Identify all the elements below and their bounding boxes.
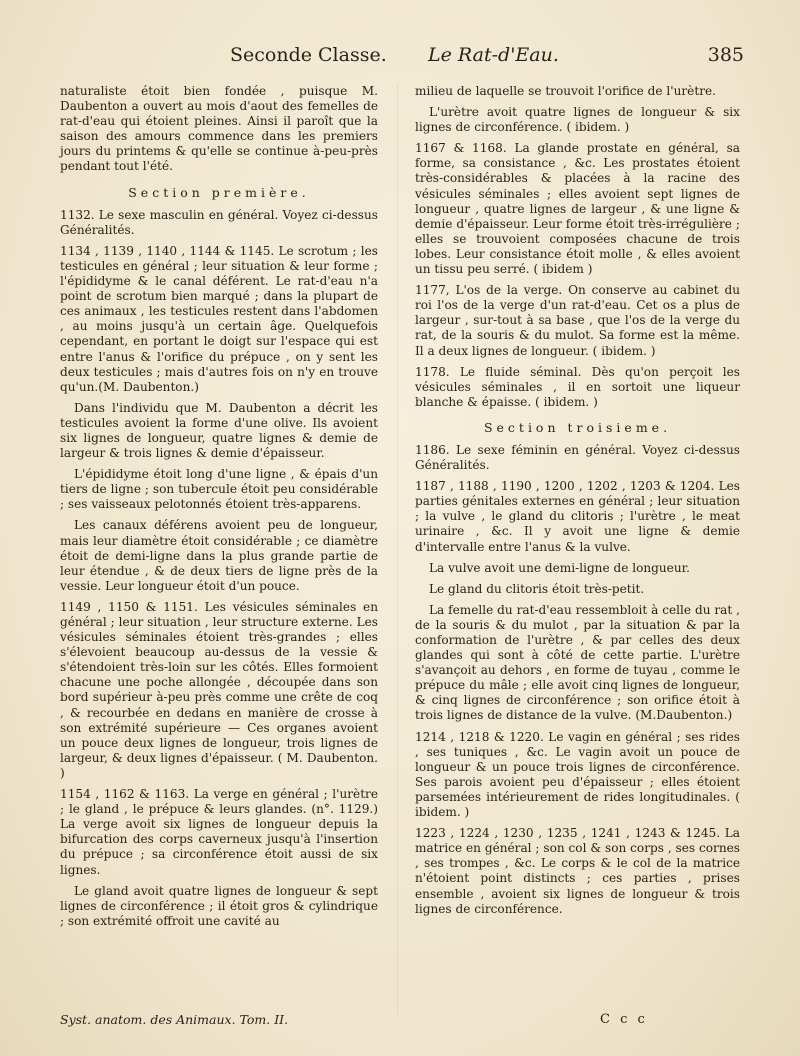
paragraph: 1154 , 1162 & 1163. La verge en général ; l'urètre ; le gland , le prépuce & leurs glandes. (n°. 1129.) La verge avoit six lignes de longueur depuis la bifurcation des corps caverneux jusqu'à l'insertion du prépuce ; sa circonférence étoit aussi de six lignes. bbox=[60, 787, 378, 877]
header-class-title: Seconde Classe. bbox=[230, 44, 387, 66]
header-chapter-title: Le Rat-d'Eau. bbox=[428, 44, 559, 66]
paragraph: Le gland avoit quatre lignes de longueur & sept lignes de circonférence ; il étoit gros & cylindrique ; son extrémité offroit une cavité au bbox=[60, 883, 378, 928]
paragraph: 1223 , 1224 , 1230 , 1235 , 1241 , 1243 & 1245. La matrice en général ; son col & son corps , ses cornes , ses trompes , &c. Le corps & le col de la matrice n'étoient point distincts ; ces parties , prises ensemble , avoient six lignes de longueur & trois lignes de circonférence. bbox=[415, 826, 740, 916]
paragraph: 1178. Le fluide séminal. Dès qu'on perçoit les vésicules séminales , il en sortoit une liqueur blanche & épaisse. ( ibidem. ) bbox=[415, 364, 740, 409]
paragraph: 1187 , 1188 , 1190 , 1200 , 1202 , 1203 & 1204. Les parties génitales externes en général ; leur situation ; la vulve , le gland du clitoris ; l'urètre , le meat urinaire , &c. Il y avoit une ligne & demie d'intervalle entre l'anus & la vulve. bbox=[415, 479, 740, 554]
paragraph: 1149 , 1150 & 1151. Les vésicules séminales en général ; leur situation , leur structure externe. Les vésicules séminales étoient très-grandes ; elles s'élevoient beaucoup au-dessus de la vessie & s'étendoient très-loin sur les côtés. Elles formoient chacune une poche allongée , découpée dans son bord supérieur à-peu près comme une crête de coq , & recourbée en dedans en manière de crosse à son extrémité supérieure — Ces organes avoient un pouce deux lignes de longueur, trois lignes de largeur, & deux lignes d'épaisseur. ( M. Daubenton. ) bbox=[60, 599, 378, 780]
paragraph: 1134 , 1139 , 1140 , 1144 & 1145. Le scrotum ; les testicules en général ; leur situation & leur forme ; l'épididyme & le canal déférent. Le rat-d'eau n'a point de scrotum bien marqué ; dans la plupart de ces animaux , les testicules restent dans l'abdomen , au moins jusqu'à un certain âge. Quelquefois cependant, en portant le doigt sur l'espace qui est entre l'anus & l'orifice du prépuce , on y sent les deux testicules ; mais d'autres fois on n'y en trouve qu'un.(M. Daubenton.) bbox=[60, 243, 378, 394]
paragraph: 1186. Le sexe féminin en général. Voyez ci-dessus Généralités. bbox=[415, 442, 740, 473]
page-number: 385 bbox=[707, 44, 744, 66]
paragraph: Les canaux déférens avoient peu de longueur, mais leur diamètre étoit considérable ; ce diamètre étoit de demi-ligne dans la plus grande partie de leur étendue , & de deux tiers de ligne près de la vessie. Leur longueur étoit d'un pouce. bbox=[60, 518, 378, 593]
signature-line: Syst. anatom. des Animaux. Tom. II. bbox=[60, 1012, 289, 1027]
paragraph: La femelle du rat-d'eau ressembloit à celle du rat , de la souris & du mulot , par la situation & par la conformation de l'urètre , & par celles des deux glandes qui sont à côté de cette partie. L'urètre s'avançoit au dehors , en forme de tuyau , comme le prépuce du mâle ; elle avoit cinq lignes de longueur, & cinq lignes de circonférence ; son orifice étoit à trois lignes de distance de la vulve. (M.Daubenton.) bbox=[415, 602, 740, 723]
paragraph: Le gland du clitoris étoit très-petit. bbox=[429, 581, 645, 596]
paragraph: 1214 , 1218 & 1220. Le vagin en général ; ses rides , ses tuniques , &c. Le vagin avoit un pouce de longueur & un pouce trois lignes de circonférence. Ses parois avoient peu d'épaisseur ; elles étoient parsemées intérieurement de rides longitudinales. ( ibidem. ) bbox=[415, 729, 740, 820]
paragraph: 1167 & 1168. La glande prostate en général, sa forme, sa consistance , &c. Les prostates étoient très-considérables & placées à la racine des vésicules séminales ; elles avoient sept lignes de longueur , quatre lignes de largeur , & une ligne & demie d'épaisseur. Leur forme étoit très-irrégulière ; elles se trouvoient composées chacune de trois lobes. Leur consistance étoit molle , & elles avoient un tissu peu serré. ( ibidem ) bbox=[415, 141, 740, 277]
left-column bbox=[60, 84, 378, 935]
paragraph: La vulve avoit une demi-ligne de longueur. bbox=[429, 560, 690, 575]
column-gutter bbox=[397, 84, 398, 1014]
paragraph: L'épididyme étoit long d'une ligne , & épais d'un tiers de ligne ; son tubercule étoit peu considérable ; ses vaisseaux pelotonnés étoient très-apparens. bbox=[60, 467, 378, 512]
paragraph: naturaliste étoit bien fondée , puisque M. Daubenton a ouvert au mois d'aout des femelles de rat-d'eau qui étoient pleines. Ainsi il paroît que la saison des amours commence dans les premiers jours du printems & qu'elle se continue à-peu-près pendant tout l'été. bbox=[60, 84, 378, 174]
section-heading: Section troisieme. bbox=[483, 419, 672, 435]
catchword: C c c bbox=[600, 1012, 648, 1027]
paragraph: milieu de laquelle se trouvoit l'orifice de l'urètre. bbox=[415, 84, 716, 98]
right-column bbox=[415, 84, 740, 923]
paragraph: L'urètre avoit quatre lignes de longueur & six lignes de circonférence. ( ibidem. ) bbox=[415, 105, 740, 135]
paragraph: Dans l'individu que M. Daubenton a décrit les testicules avoient la forme d'une olive. Ils avoient six lignes de longueur, quatre lignes & demie de largeur & trois lignes & demie d'épaisseur. bbox=[60, 400, 378, 461]
running-header bbox=[60, 44, 756, 74]
section-heading: Section première. bbox=[128, 184, 310, 200]
paragraph: 1177, L'os de la verge. On conserve au cabinet du roi l'os de la verge d'un rat-d'eau. Cet os a plus de largeur , sur-tout à sa base , que l'os de la verge du rat, de la souris & du mulot. Sa forme est la même. Il a deux lignes de longueur. ( ibidem. ) bbox=[415, 283, 740, 358]
paragraph: 1132. Le sexe masculin en général. Voyez ci-dessus Généralités. bbox=[60, 207, 378, 237]
